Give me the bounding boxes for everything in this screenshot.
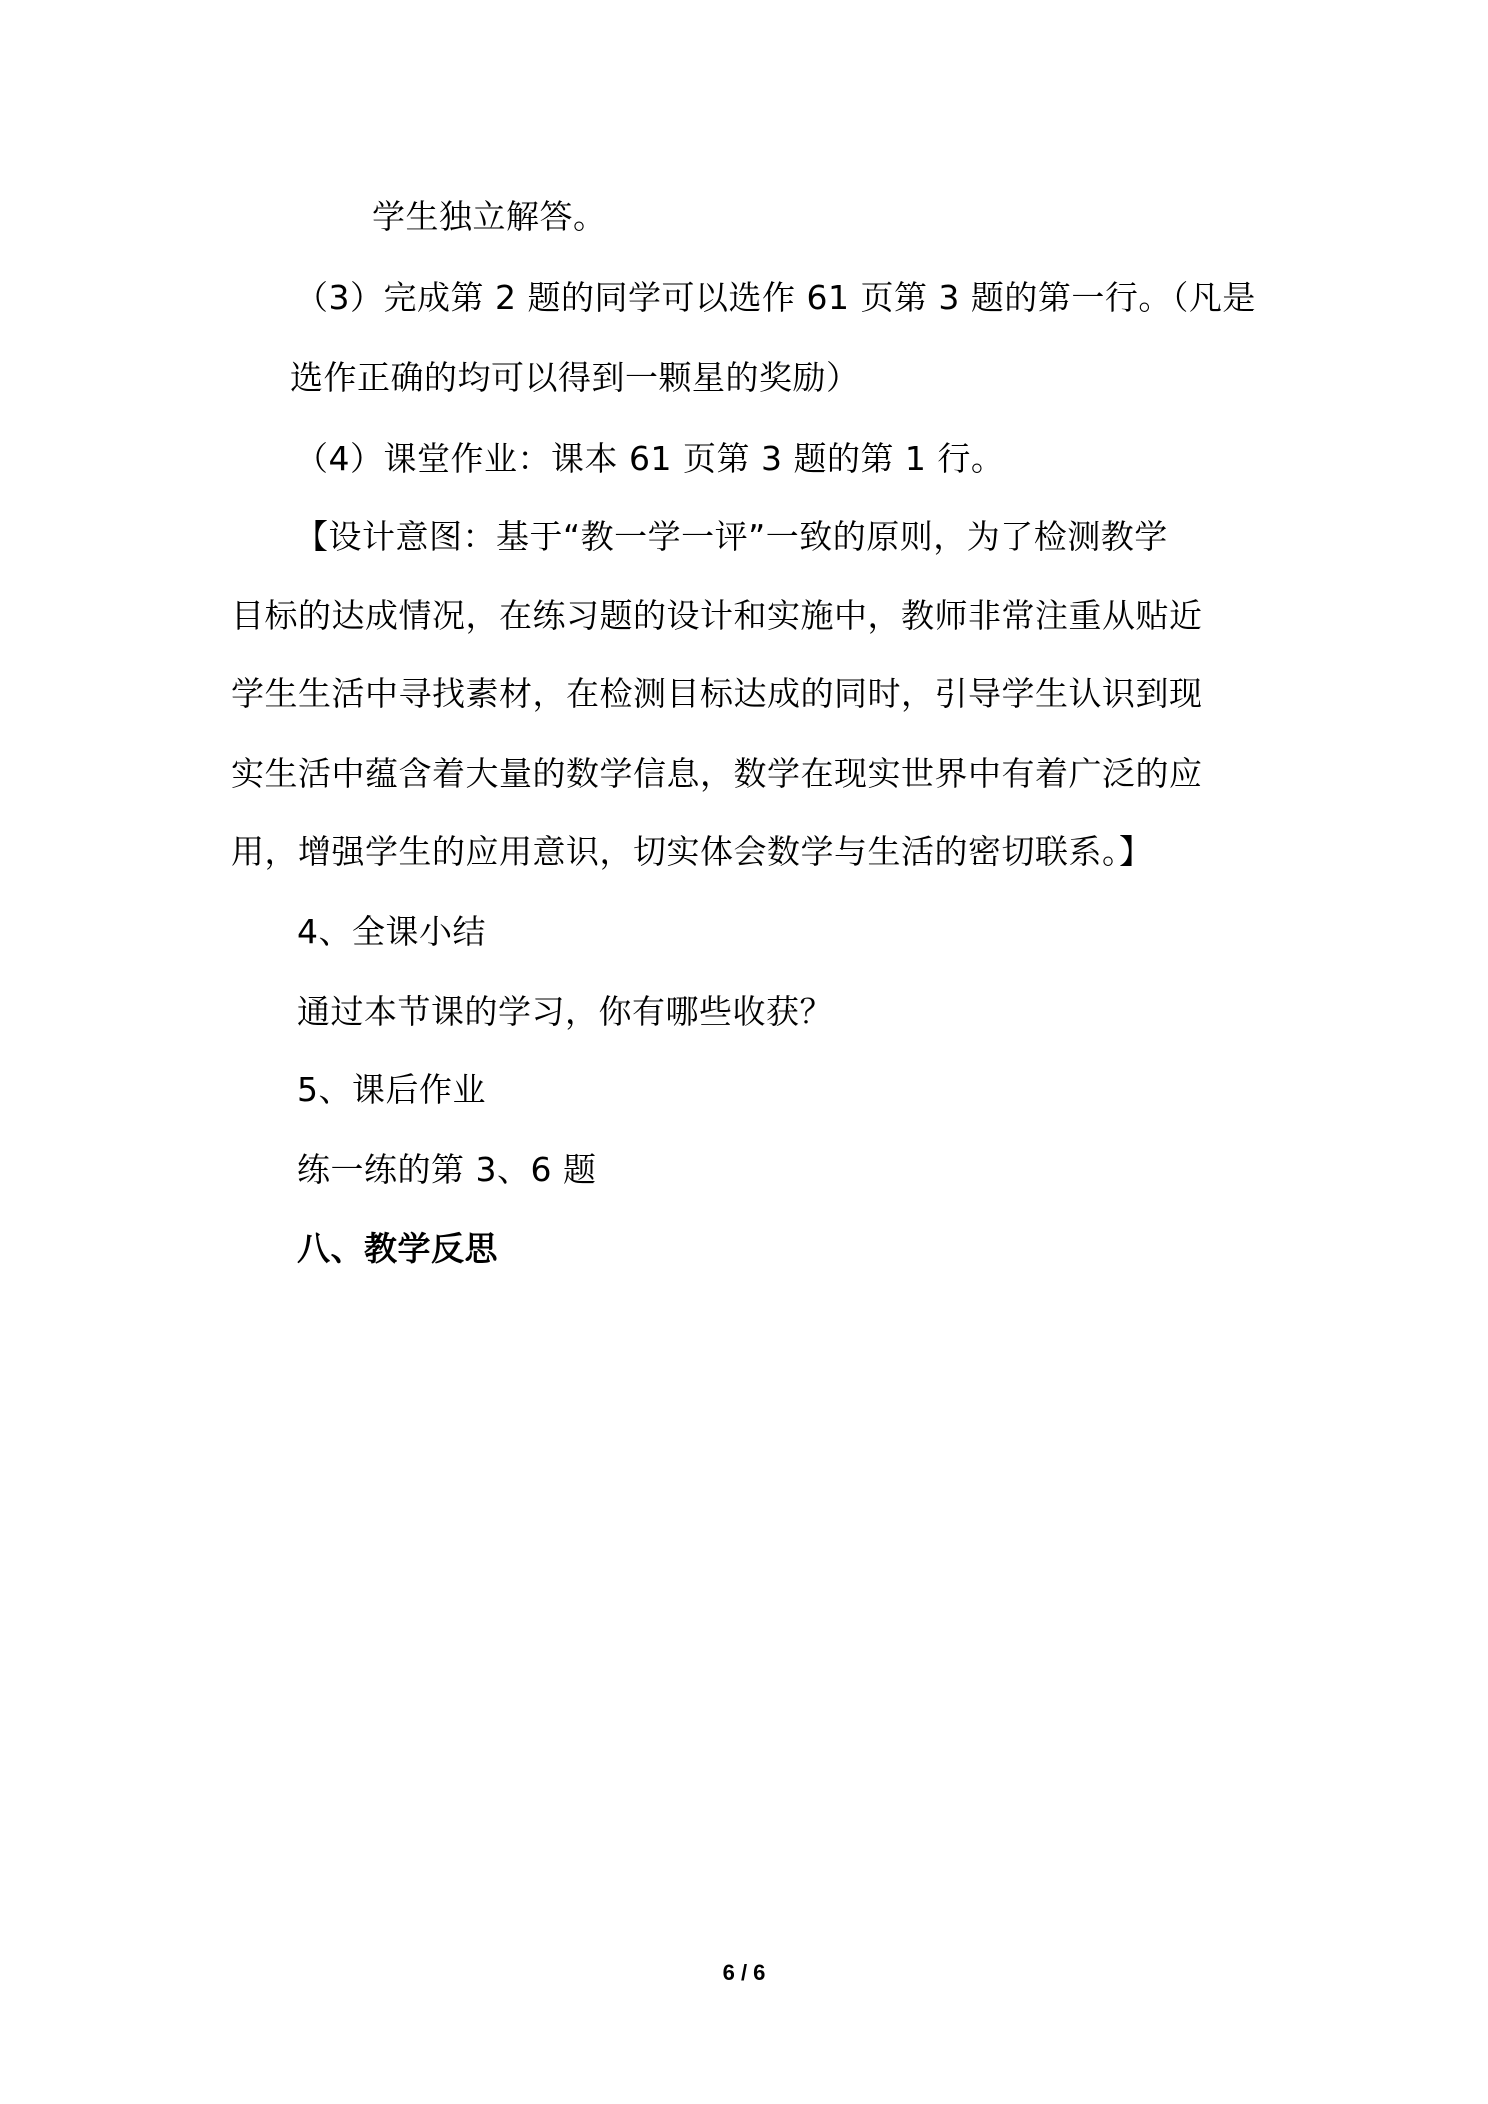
text-line-5: 【设计意图：基于“教一学一评”一致的原则，为了检测教学	[295, 517, 1168, 556]
text-line-6: 目标的达成情况，在练习题的设计和实施中，教师非常注重从贴近	[231, 596, 1203, 635]
text-line-8: 实生活中蕴含着大量的数学信息，数学在现实世界中有着广泛的应	[231, 754, 1203, 793]
section-heading-summary: 4、全课小结	[297, 912, 486, 951]
text-line-3: 选作正确的均可以得到一颗星的奖励）	[290, 358, 860, 397]
text-line-9: 用，增强学生的应用意识，切实体会数学与生活的密切联系。】	[231, 832, 1153, 871]
text-line-1: 学生独立解答。	[372, 197, 607, 236]
text-line-13: 练一练的第 3、6 题	[297, 1150, 597, 1189]
text-line-4: （4）课堂作业：课本 61 页第 3 题的第 1 行。	[295, 439, 1005, 478]
section-heading-reflection: 八、教学反思	[297, 1229, 498, 1268]
text-line-11: 通过本节课的学习，你有哪些收获？	[297, 992, 833, 1031]
section-heading-homework: 5、课后作业	[297, 1070, 486, 1109]
page-number: 6 / 6	[722, 1960, 766, 1985]
text-line-2: （3）完成第 2 题的同学可以选作 61 页第 3 题的第一行。（凡是	[295, 278, 1256, 317]
text-line-7: 学生生活中寻找素材，在检测目标达成的同时，引导学生认识到现	[231, 674, 1203, 713]
